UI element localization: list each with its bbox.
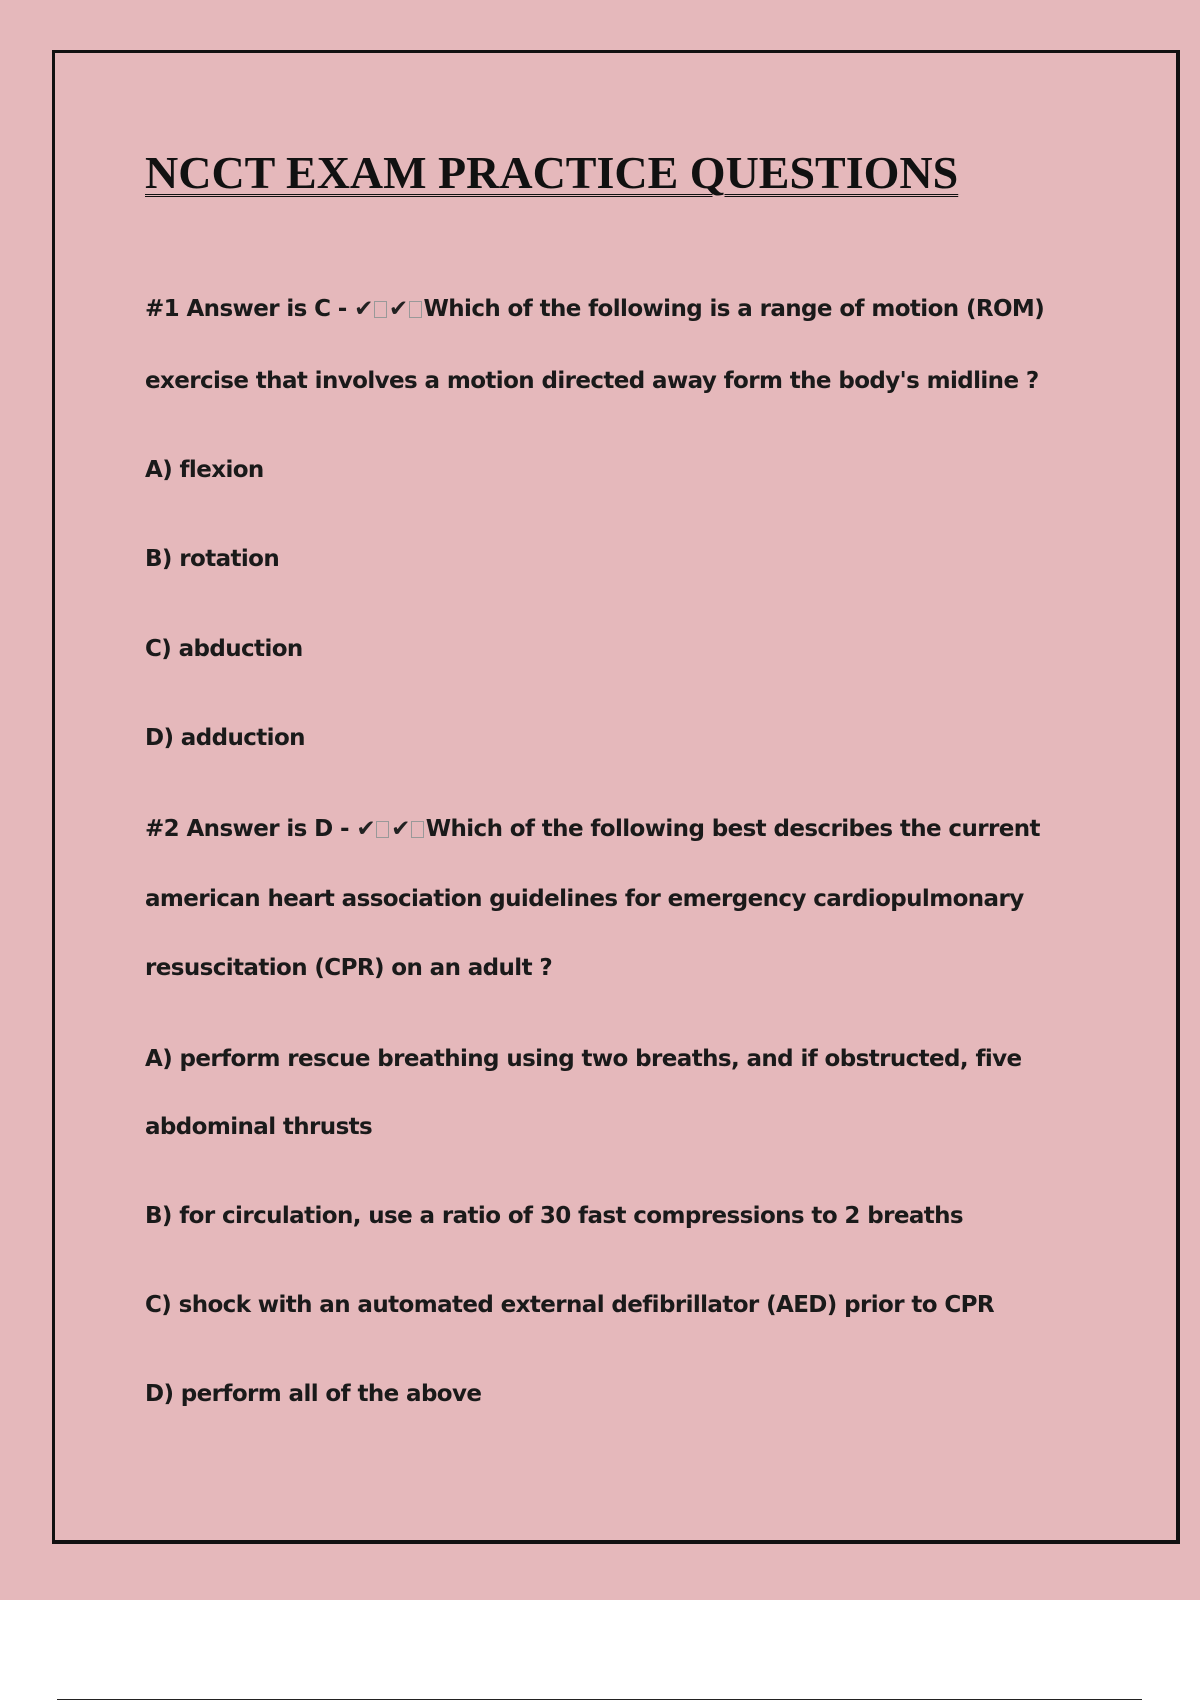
answer-option: B) rotation xyxy=(145,546,280,572)
answer-option: abdominal thrusts xyxy=(145,1114,373,1140)
document-title: NCCT EXAM PRACTICE QUESTIONS xyxy=(145,147,959,198)
answer-prefix: #1 Answer is C - xyxy=(145,296,355,322)
checkmark-icon: ✔ xyxy=(391,816,410,842)
question-text: american heart association guidelines for emergency cardiopulmonary xyxy=(145,886,1024,912)
checkmark-icon: ✔ xyxy=(354,296,373,322)
answer-option: A) perform rescue breathing using two breaths, and if obstructed, five xyxy=(145,1046,1022,1072)
checkbox-glyph-icon xyxy=(409,301,422,318)
answer-prefix: #2 Answer is D - xyxy=(145,816,357,842)
question-text: Which of the following best describes the current xyxy=(425,816,1040,842)
answer-option: B) for circulation, use a ratio of 30 fast compressions to 2 breaths xyxy=(145,1203,964,1229)
checkbox-glyph-icon xyxy=(374,301,387,318)
checkmark-icon: ✔ xyxy=(356,816,376,842)
question-2-heading xyxy=(145,814,1040,844)
answer-option: D) perform all of the above xyxy=(145,1381,482,1407)
question-text: resuscitation (CPR) on an adult ? xyxy=(145,955,553,981)
question-text: Which of the following is a range of motion (ROM) xyxy=(423,296,1045,322)
answer-option: C) abduction xyxy=(145,636,303,662)
question-text: exercise that involves a motion directed away form the body's midline ? xyxy=(145,368,1039,394)
answer-option: C) shock with an automated external defibrillator (AED) prior to CPR xyxy=(145,1292,995,1318)
answer-option: D) adduction xyxy=(145,725,305,751)
checkbox-glyph-icon xyxy=(376,821,389,838)
checkmark-icon: ✔ xyxy=(388,296,408,322)
checkbox-glyph-icon xyxy=(411,821,424,838)
answer-option: A) flexion xyxy=(145,457,264,483)
question-1-heading xyxy=(145,294,1044,324)
